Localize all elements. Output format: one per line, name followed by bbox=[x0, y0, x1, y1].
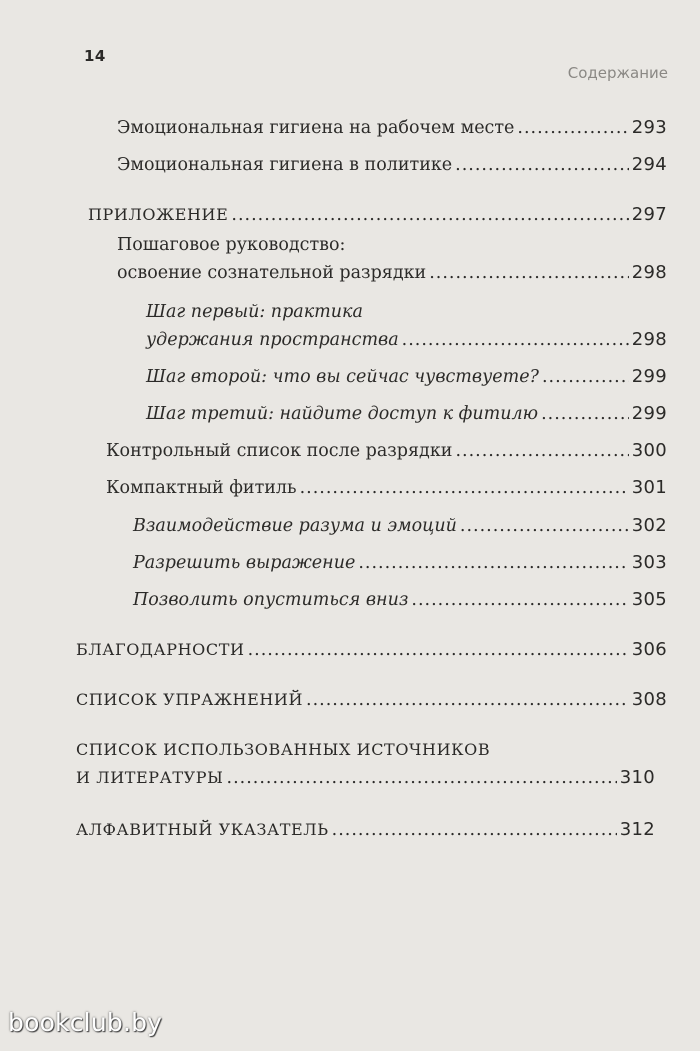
leader-dots bbox=[248, 636, 629, 664]
toc-entry-page: 300 bbox=[631, 440, 667, 461]
toc-entry-page: 298 bbox=[631, 329, 667, 350]
leader-dots bbox=[517, 114, 628, 142]
leader-dots bbox=[227, 764, 617, 792]
toc-entry bbox=[146, 363, 667, 391]
leader-dots bbox=[455, 437, 628, 465]
toc-entry-title: Разрешить выражение bbox=[133, 553, 356, 573]
toc-entry-page: 293 bbox=[631, 117, 667, 138]
toc-entry-title: Шаг второй: что вы сейчас чувствуете? bbox=[146, 367, 539, 387]
toc-entry bbox=[133, 586, 667, 614]
toc-entry-title-line1: Пошаговое руководство: bbox=[117, 235, 346, 255]
leader-dots bbox=[300, 474, 629, 502]
toc-entry bbox=[76, 686, 667, 714]
toc-entry-title: АЛФАВИТНЫЙ УКАЗАТЕЛЬ bbox=[76, 820, 329, 839]
toc-entry-page: 299 bbox=[631, 366, 667, 387]
watermark: bookclub.by bbox=[8, 1008, 163, 1037]
toc-entry-title: удержания пространства bbox=[146, 330, 399, 350]
toc-entry bbox=[146, 400, 667, 428]
leader-dots bbox=[460, 512, 629, 540]
leader-dots bbox=[231, 201, 628, 229]
toc-entry-page: 305 bbox=[631, 589, 667, 610]
toc-entry-title: Компактный фитиль bbox=[106, 478, 297, 498]
toc-entry-page: 306 bbox=[631, 639, 667, 660]
toc-entry-page: 312 bbox=[619, 819, 655, 840]
toc-entry bbox=[117, 151, 667, 179]
toc-entry bbox=[106, 437, 667, 465]
leader-dots bbox=[411, 586, 628, 614]
toc-entry-title-line1: Шаг первый: практика bbox=[146, 302, 363, 322]
toc-entry bbox=[76, 816, 655, 844]
running-head: Содержание bbox=[567, 64, 668, 82]
toc-entry bbox=[76, 636, 667, 664]
toc-entry bbox=[117, 231, 667, 287]
toc-entry-title: Взаимодействие разума и эмоций bbox=[133, 516, 457, 536]
leader-dots bbox=[541, 400, 629, 428]
toc-entry bbox=[88, 201, 667, 229]
toc-entry bbox=[133, 549, 667, 577]
toc-entry-page: 299 bbox=[631, 403, 667, 424]
toc-entry-page: 294 bbox=[631, 154, 667, 175]
toc-entry-page: 303 bbox=[631, 552, 667, 573]
leader-dots bbox=[332, 816, 617, 844]
leader-dots bbox=[402, 326, 629, 354]
toc-entry-page: 302 bbox=[631, 515, 667, 536]
toc-entry bbox=[133, 512, 667, 540]
toc-entry bbox=[106, 474, 667, 502]
toc-entry-title-line1: СПИСОК ИСПОЛЬЗОВАННЫХ ИСТОЧНИКОВ bbox=[76, 740, 491, 759]
toc-entry-title: Контрольный список после разрядки bbox=[106, 441, 453, 461]
leader-dots bbox=[455, 151, 629, 179]
toc-entry-title: Позволить опуститься вниз bbox=[133, 590, 409, 610]
toc-entry bbox=[146, 298, 667, 354]
toc-entry-title: Шаг третий: найдите доступ к фитилю bbox=[146, 404, 539, 424]
toc-entry-page: 308 bbox=[631, 689, 667, 710]
toc-entry-page: 298 bbox=[631, 262, 667, 283]
toc-entry bbox=[76, 736, 655, 792]
toc-entry-title: Эмоциональная гигиена в политике bbox=[117, 155, 453, 175]
toc-entry-title: И ЛИТЕРАТУРЫ bbox=[76, 768, 224, 787]
toc-entry bbox=[117, 114, 667, 142]
toc-entry-title: СПИСОК УПРАЖНЕНИЙ bbox=[76, 690, 304, 709]
toc-entry-title: ПРИЛОЖЕНИЕ bbox=[88, 205, 229, 224]
toc-entry-title: БЛАГОДАРНОСТИ bbox=[76, 640, 245, 659]
leader-dots bbox=[542, 363, 629, 391]
leader-dots bbox=[358, 549, 628, 577]
toc-entry-page: 301 bbox=[631, 477, 667, 498]
toc-entry-title: освоение сознательной разрядки bbox=[117, 263, 427, 283]
toc-entry-page: 310 bbox=[619, 767, 655, 788]
toc-entry-page: 297 bbox=[631, 204, 667, 225]
leader-dots bbox=[306, 686, 629, 714]
toc-entry-title: Эмоциональная гигиена на рабочем месте bbox=[117, 118, 515, 138]
leader-dots bbox=[429, 259, 629, 287]
page-number: 14 bbox=[84, 47, 106, 65]
